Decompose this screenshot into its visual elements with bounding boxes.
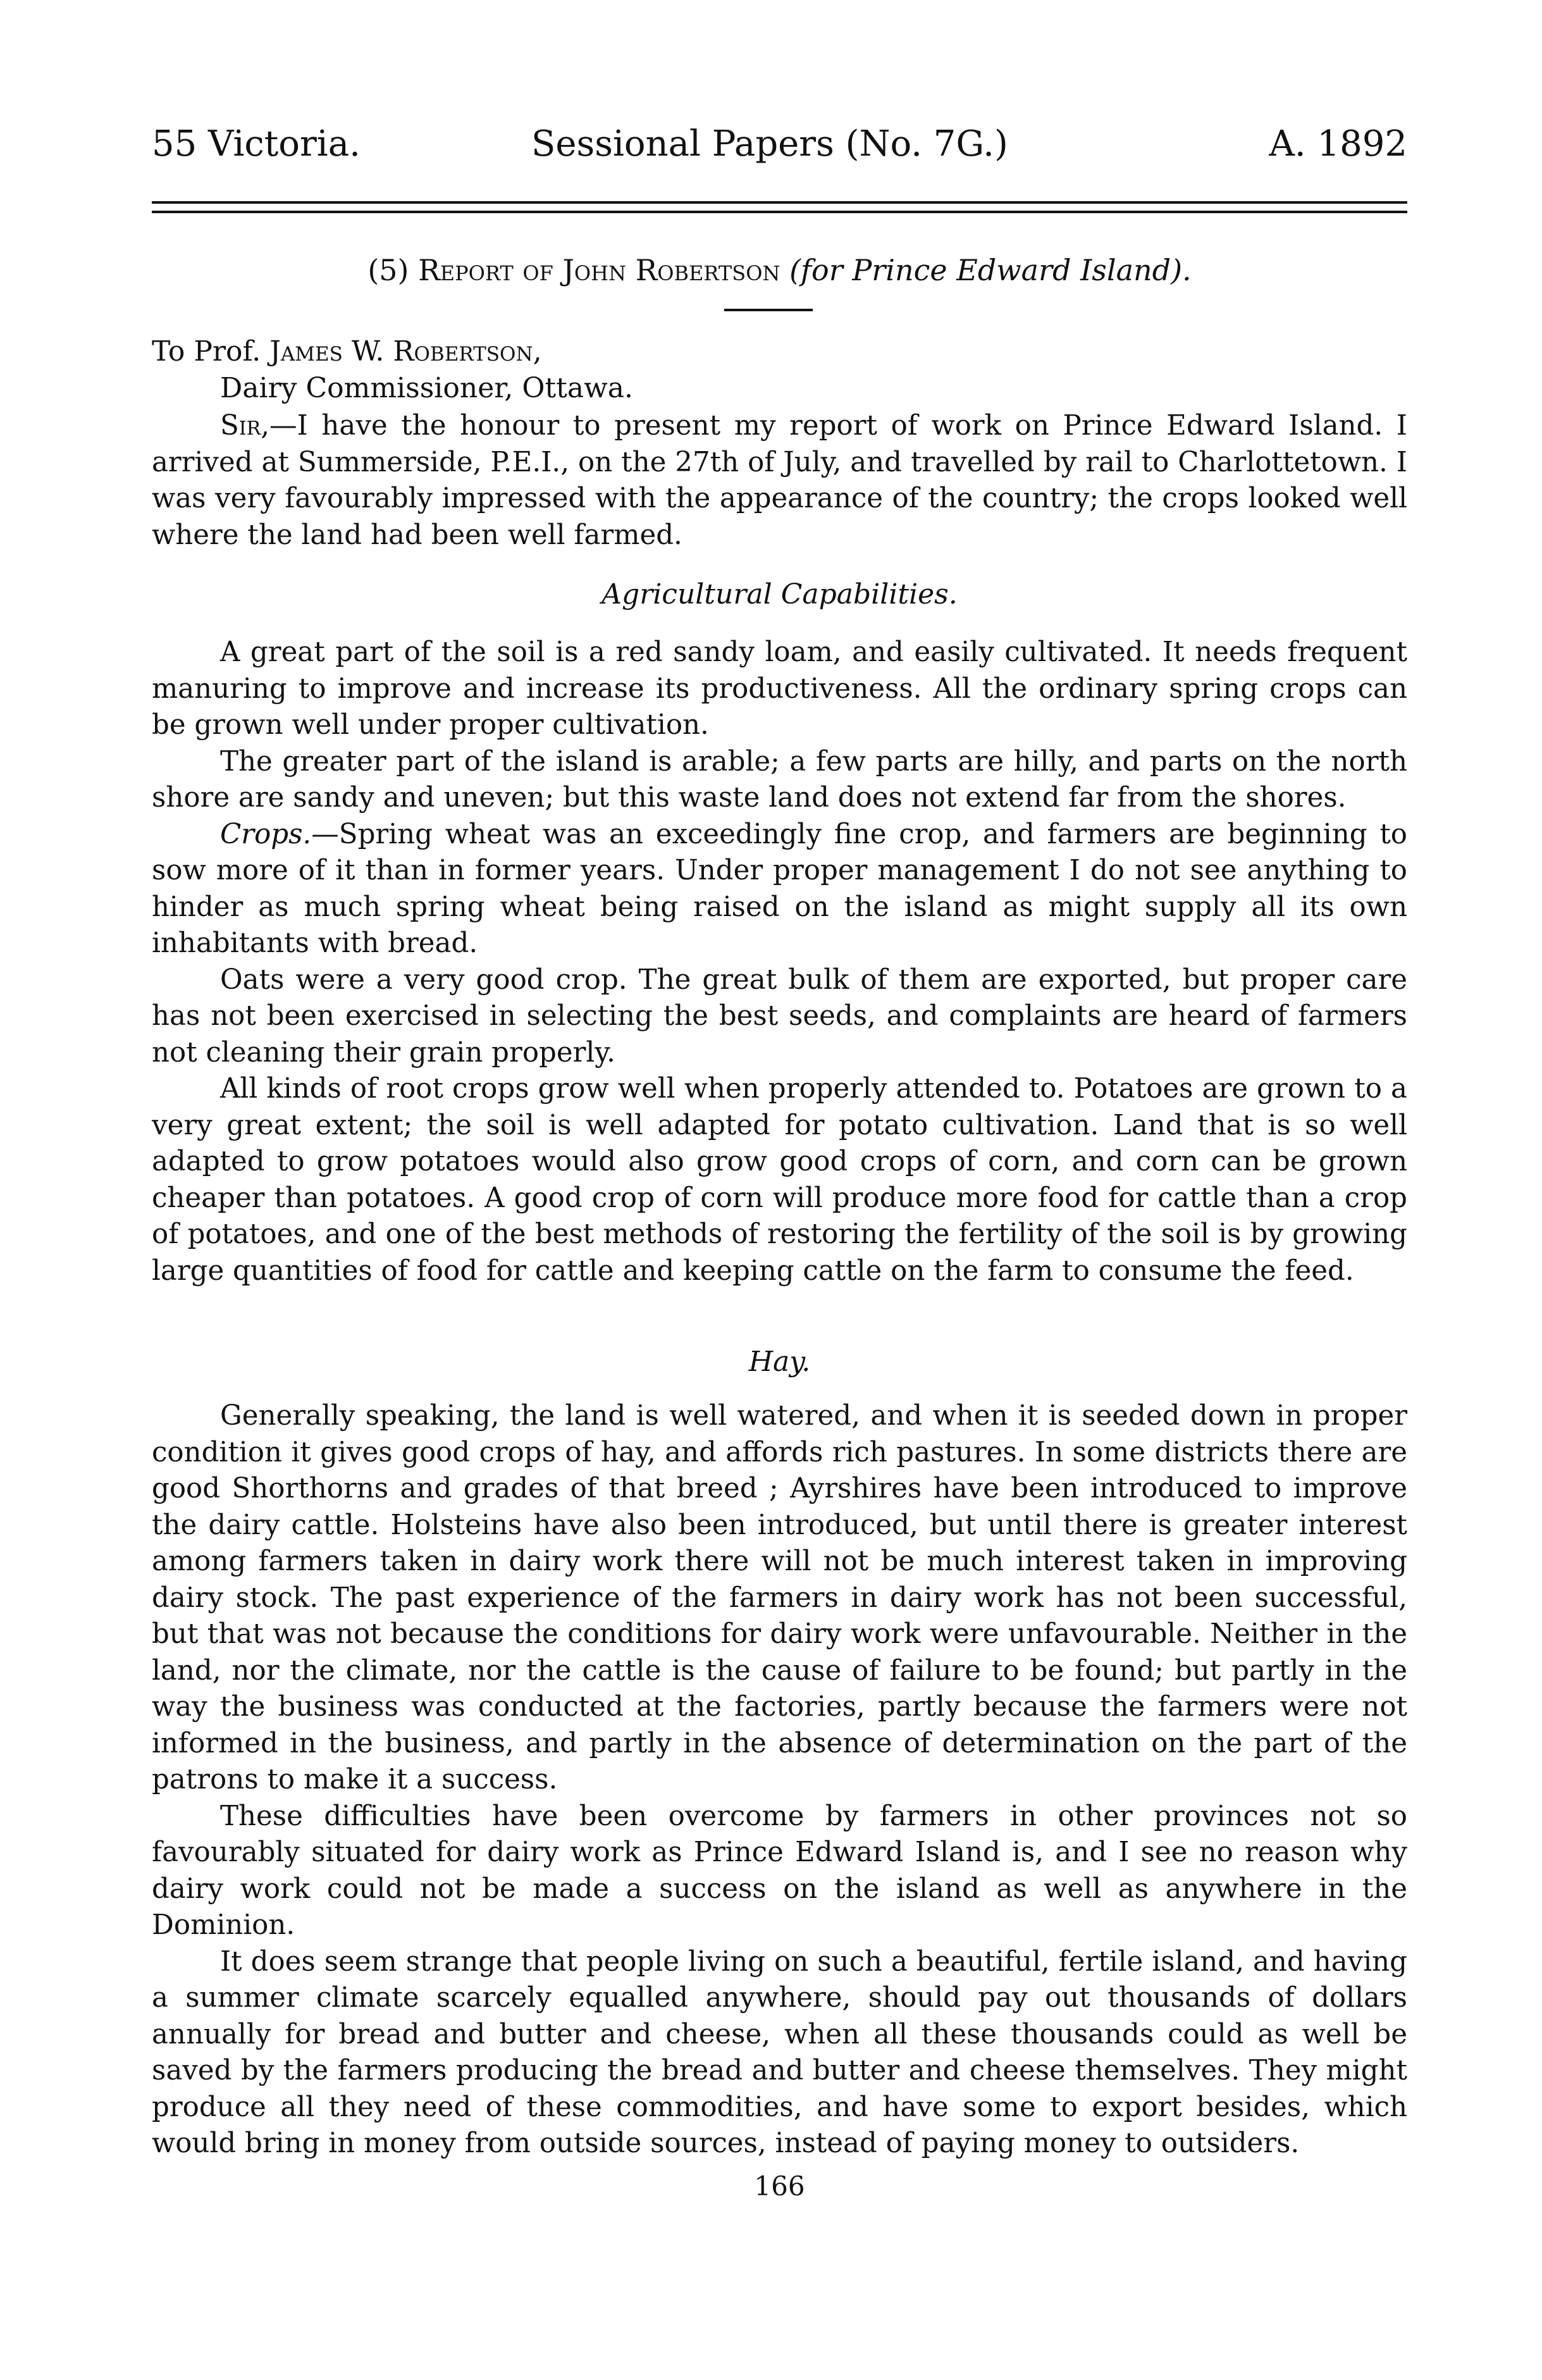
paragraph: These difficulties have been overcome by farmers in other provinces not so favourably situated for dairy work as Prince Edward Island is, and I see no reason why dairy work could not be made a success on the island as well as anywhere in the Dominion. bbox=[152, 1800, 1407, 1941]
intro-paragraph-block bbox=[152, 408, 1407, 554]
title-divider bbox=[724, 309, 813, 311]
paragraph: A great part of the soil is a red sandy loam, and easily cultivated. It needs frequent manuring to improve and increase its productiveness. All the ordinary spring crops can be grown well under proper cultivation. bbox=[152, 636, 1407, 741]
paragraph: Generally speaking, the land is well watered, and when it is seeded down in proper condition it gives good crops of hay, and affords rich pastures. In some districts there are good Shorthorns and grades of that breed ; Ayrshires have been introduced to improve the dairy cattle. Holsteins have also been introduced, but until there is greater interest among farmers taken in dairy work there will not be much interest taken in improving dairy stock. The past experience of the farmers in dairy work has not been successful, but that was not because the conditions for dairy work were unfavourable. Neither in the land, nor the climate, nor the cattle is the cause of failure to be found; but partly in the way the business was conducted at the factories, partly because the farmers were not informed in the business, and partly in the absence of determination on the part of the patrons to make it a success. bbox=[152, 1400, 1407, 1795]
report-of-label: Report of bbox=[418, 253, 553, 287]
report-author: John Robertson bbox=[562, 253, 780, 287]
address-line-1 bbox=[152, 334, 542, 369]
report-region: (for Prince Edward Island). bbox=[789, 253, 1192, 287]
paragraph: The greater part of the island is arable; a few parts are hilly, and parts on the north shore are sandy and uneven; but this waste land does not extend far from the shores. bbox=[152, 745, 1407, 814]
section-heading-agricultural: Agricultural Capabilities. bbox=[601, 578, 958, 610]
report-title bbox=[152, 250, 1407, 290]
page-number: 166 bbox=[754, 2171, 805, 2202]
header-year: A. 1892 bbox=[1269, 123, 1407, 164]
address-recipient: James W. Robertson, bbox=[269, 335, 542, 368]
header-volume: 55 Victoria. bbox=[152, 123, 361, 164]
report-number: (5) bbox=[367, 253, 409, 287]
header-sessional-papers: Sessional Papers (No. 7G.) bbox=[531, 123, 1008, 164]
crops-text: —Spring wheat was an exceedingly fine crop, and farmers are beginning to sow more of it than in former years. Under proper management I do not see anything to hinder as much spring wheat being raised on the island as might supply all its own inhabitants with bread. bbox=[152, 818, 1407, 959]
intro-text: —I have the honour to present my report of work on Prince Edward Island. I arrived at Summerside, P.E.I., on the 27th of July, and travelled by rail to Charlottetown. I was very favourably impressed with the appearance of the country; the crops looked well where the land had been well farmed. bbox=[152, 410, 1407, 551]
section-heading-hay: Hay. bbox=[748, 1346, 811, 1378]
intro-paragraph bbox=[152, 408, 1407, 554]
paragraph: It does seem strange that people living on such a beautiful, fertile island, and having a summer climate scarcely equalled anywhere, should pay out thousands of dollars annually for bread and butter and cheese, when all these thousands could as well be saved by the farmers producing the bread and butter and cheese themselves. They might produce all they need of these commodities, and have some to export besides, which would bring in money from outside sources, instead of paying money to outsiders. bbox=[152, 1945, 1407, 2159]
salutation: Sir, bbox=[220, 410, 270, 442]
header-rule-top bbox=[152, 201, 1407, 204]
crops-label: Crops. bbox=[220, 818, 312, 850]
address-to: To Prof. bbox=[152, 335, 261, 368]
running-header bbox=[152, 119, 1407, 170]
address-line-2: Dairy Commissioner, Ottawa. bbox=[220, 372, 633, 404]
section-hay-body bbox=[152, 1398, 1407, 2162]
paragraph: All kinds of root crops grow well when properly attended to. Potatoes are grown to a very great extent; the soil is well adapted for potato cultivation. Land that is so well adapted to grow potatoes would also grow good crops of corn, and corn can be grown cheaper than potatoes. A good crop of corn will produce more food for cattle than a crop of potatoes, and one of the best methods of restoring the fertility of the soil is by growing large quantities of food for cattle and keeping cattle on the farm to consume the feed. bbox=[152, 1073, 1407, 1287]
paragraph-crops bbox=[152, 817, 1407, 962]
section-agricultural-body bbox=[152, 635, 1407, 1289]
paragraph: Oats were a very good crop. The great bulk of them are exported, but proper care has not been exercised in selecting the best seeds, and complaints are heard of farmers not cleaning their grain properly. bbox=[152, 964, 1407, 1069]
header-rule-bottom bbox=[152, 211, 1407, 213]
